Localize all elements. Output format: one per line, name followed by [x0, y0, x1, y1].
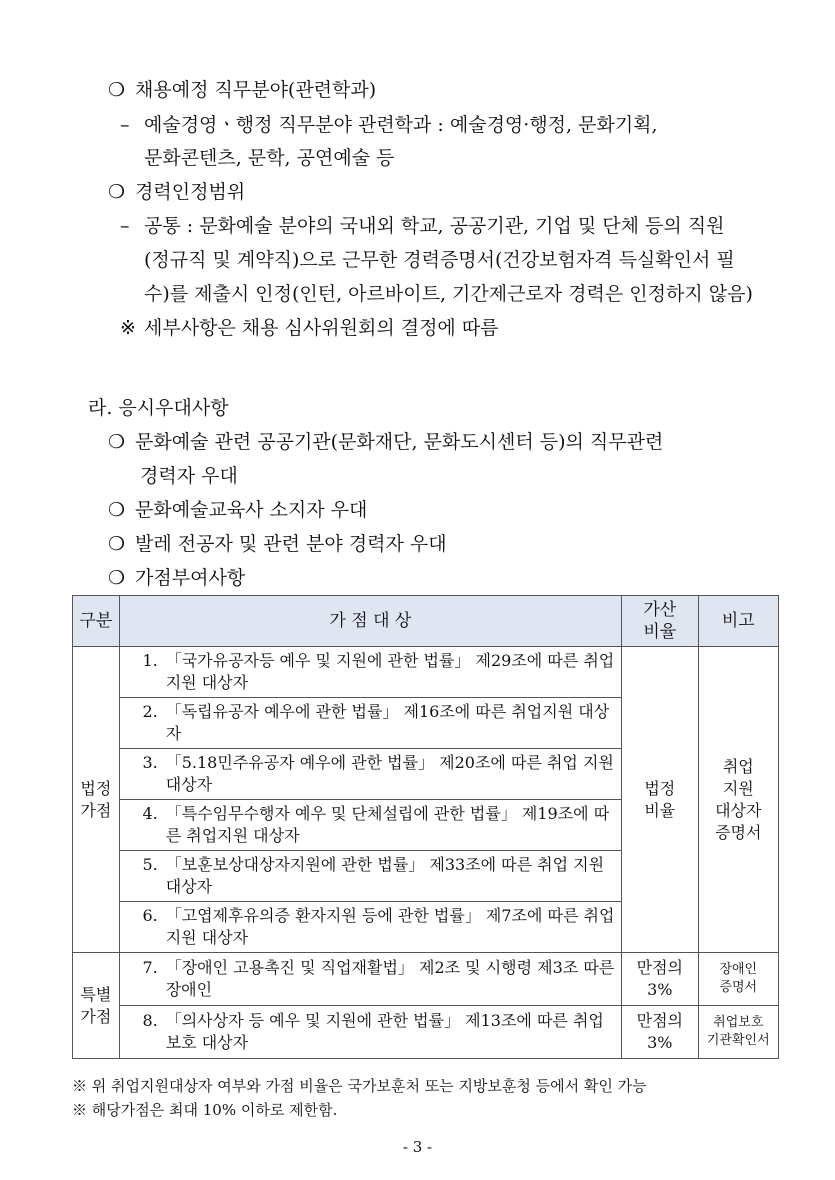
preference-item-1-cont: 경력자 우대: [140, 465, 238, 487]
row-number: 6.: [142, 906, 158, 925]
page-number: - 3 -: [402, 1138, 433, 1156]
row-text: 「보훈보상대상자지원에 관한 법률」 제33조에 따른 취업 지원 대상자: [165, 855, 605, 896]
reference-mark-icon: ※: [120, 317, 136, 339]
rate-disabled: 만점의 3%: [622, 953, 699, 1006]
table-row: [73, 953, 779, 1006]
row-text: 「국가유공자등 예우 및 지원에 관한 법률」 제29조에 따른 취업지원 대상자: [165, 651, 615, 692]
row-text: 「의사상자 등 예우 및 지원에 관한 법률」 제13조에 따른 취업보호 대상자: [165, 1011, 604, 1052]
rate-legal: 법정 비율: [622, 647, 699, 953]
circle-bullet-icon: ❍: [108, 567, 126, 589]
header-note: 비고: [698, 596, 778, 647]
preference-item-4: ❍ 가점부여사항: [108, 567, 246, 589]
preference-item-2: ❍ 문화예술교육사 소지자 우대: [108, 499, 368, 521]
row-text: 「고엽제후유의증 환자지원 등에 관한 법률」 제7조에 따른 취업지원 대상자: [165, 906, 615, 947]
row-number: 1.: [142, 651, 158, 670]
circle-bullet-icon: ❍: [108, 533, 126, 555]
row-number: 8.: [142, 1011, 158, 1030]
dash-bullet-icon: –: [120, 215, 130, 237]
table-row: [73, 1006, 779, 1059]
row-text: 「독립유공자 예우에 관한 법률」 제16조에 따른 취업지원 대상자: [165, 702, 610, 743]
header-target: 가 점 대 상: [119, 596, 621, 647]
career-scope-line-1: – 공통 : 문화예술 분야의 국내외 학교, 공공기관, 기업 및 단체 등의 직원: [120, 215, 725, 237]
rate-casualty: 만점의 3%: [622, 1006, 699, 1059]
circle-bullet-icon: ❍: [108, 181, 126, 203]
row-number: 2.: [142, 702, 158, 721]
footnote-1: ※ 위 취업지원대상자 여부와 가점 비율은 국가보훈처 또는 지방보훈청 등에서 확인 가능: [72, 1077, 647, 1095]
row-text: 「5.18민주유공자 예우에 관한 법률」 제20조에 따른 취업 지원 대상자: [165, 753, 614, 794]
preference-item-1: ❍ 문화예술 관련 공공기관(문화재단, 문화도시센터 등)의 직무관련: [108, 431, 664, 453]
circle-bullet-icon: ❍: [108, 431, 126, 453]
career-scope-note: ※ 세부사항은 채용 심사위원회의 결정에 따름: [120, 317, 499, 339]
note-legal: 취업 지원 대상자 증명서: [698, 647, 778, 953]
circle-bullet-icon: ❍: [108, 499, 126, 521]
job-field-line-2: 문화콘텐츠, 문학, 공연예술 등: [144, 147, 395, 169]
row-text: 「장애인 고용촉진 및 직업재활법」 제2조 및 시행령 제3조 따른 장애인: [165, 958, 615, 999]
row-number: 4.: [142, 804, 158, 823]
note-disabled: 장애인 증명서: [698, 953, 778, 1006]
row-number: 3.: [142, 753, 158, 772]
row-text: 「특수임무수행자 예우 및 단체설립에 관한 법률」 제19조에 따른 취업지원 대상자: [165, 804, 610, 845]
table-header-row: [73, 596, 779, 647]
reference-mark-icon: ※: [72, 1077, 88, 1095]
header-category: 구분: [73, 596, 120, 647]
row-number: 5.: [142, 855, 158, 874]
category-legal: 법정 가점: [73, 647, 120, 953]
career-scope-line-2: (정규직 및 계약직)으로 근무한 경력증명서(건강보험자격 득실확인서 필: [144, 249, 735, 271]
job-field-line-1: – 예술경영ㆍ행정 직무분야 관련학과 : 예술경영·행정, 문화기획,: [120, 114, 658, 136]
reference-mark-icon: ※: [72, 1101, 88, 1119]
bonus-points-table: [72, 595, 779, 1059]
dash-bullet-icon: –: [120, 114, 130, 136]
row-number: 7.: [142, 958, 158, 977]
header-rate: 가산 비율: [622, 596, 699, 647]
career-scope-line-3: 수)를 제출시 인정(인턴, 아르바이트, 기간제근로자 경력은 인정하지 않음): [144, 283, 753, 305]
preference-heading: 라. 응시우대사항: [88, 397, 229, 419]
table-row: [73, 647, 779, 698]
section-career-scope-title: ❍ 경력인정범위: [108, 181, 246, 203]
circle-bullet-icon: ❍: [108, 79, 126, 101]
category-special: 특별 가점: [73, 953, 120, 1059]
note-casualty: 취업보호 기관확인서: [698, 1006, 778, 1059]
preference-item-3: ❍ 발레 전공자 및 관련 분야 경력자 우대: [108, 533, 447, 555]
footnote-2: ※ 해당가점은 최대 10% 이하로 제한함.: [72, 1101, 338, 1119]
section-job-field-title: ❍ 채용예정 직무분야(관련학과): [108, 79, 377, 101]
